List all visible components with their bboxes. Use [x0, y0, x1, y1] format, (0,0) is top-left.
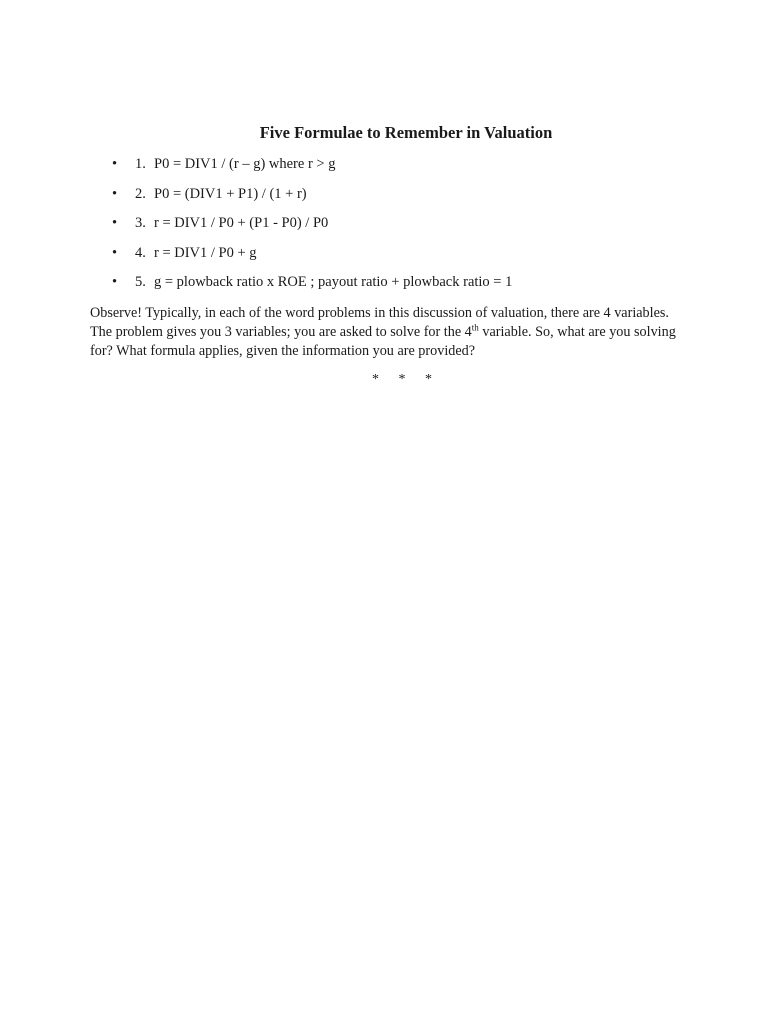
- section-separator: * * *: [372, 372, 440, 387]
- formula-text: P0 = (DIV1 + P1) / (1 + r): [154, 185, 307, 202]
- paragraph-text-start: Observe! Typically, in each of the word problems in this discussion of valuation, there are 4 variables. The problem gives you 3 variables; you are asked to solve for the 4: [90, 305, 669, 340]
- document-title: Five Formulae to Remember in Valuation: [259, 123, 553, 142]
- formula-number: 4.: [135, 244, 146, 261]
- formula-text: g = plowback ratio x ROE ; payout ratio + plowback ratio = 1: [154, 274, 513, 290]
- ordinal-suffix: th: [471, 322, 479, 333]
- bullet-icon: •: [112, 185, 118, 202]
- paragraph-text-end: variable. So, what are you solving for? What formula applies, given the information you are provided?: [90, 324, 676, 359]
- formula-text: r = DIV1 / P0 + g: [154, 244, 257, 261]
- bullet-icon: •: [112, 274, 118, 290]
- bullet-icon: •: [112, 156, 118, 172]
- formula-number: 5.: [135, 274, 146, 290]
- formula-number: 2.: [135, 185, 146, 202]
- formula-text: r = DIV1 / P0 + (P1 - P0) / P0: [154, 215, 329, 231]
- observe-paragraph: [90, 304, 690, 361]
- formula-text: P0 = DIV1 / (r – g) where r > g: [154, 156, 336, 172]
- formula-number: 3.: [135, 215, 146, 231]
- bullet-icon: •: [112, 244, 118, 261]
- bullet-icon: •: [112, 215, 118, 231]
- formula-number: 1.: [135, 156, 146, 172]
